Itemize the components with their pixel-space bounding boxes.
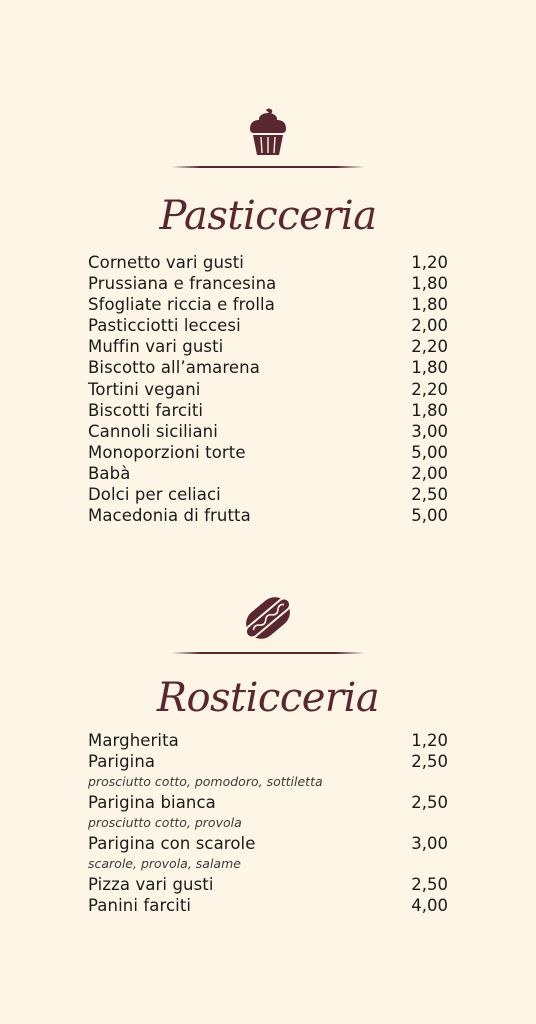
menu-item-name: Monoporzioni torte [88,442,246,462]
menu-item [88,792,448,813]
menu-item-name: Parigina bianca [88,793,216,813]
section-title: Pasticceria [159,193,377,239]
menu-item [88,252,448,273]
hot-dog-icon-wrap [0,590,536,646]
menu-item-name: Parigina [88,752,156,772]
menu-item-price: 2,50 [411,485,448,505]
cupcake-icon-wrap [0,104,536,160]
section-rosticceria [0,590,536,916]
menu-item [88,463,448,484]
menu-item-price: 1,20 [411,253,448,272]
menu-item-name: Cornetto vari gusti [88,253,244,272]
menu-item-price: 3,00 [411,421,448,441]
menu-item-price: 2,00 [411,316,448,336]
menu-item-price: 2,50 [411,793,448,813]
menu-item-price: 1,80 [411,295,448,315]
menu-item-name: Tortini vegani [88,379,201,399]
menu-item-name: Cannoli siciliani [88,421,218,441]
menu-item [88,505,448,526]
menu-item-price: 5,00 [411,442,448,462]
menu-item-name: Margherita [88,731,179,750]
hot-dog-icon [241,593,295,643]
menu-item-price: 2,50 [411,752,448,772]
menu-item-name: Pizza vari gusti [88,875,214,895]
menu-item-price: 4,00 [411,896,448,916]
menu-item-name: Pasticciotti leccesi [88,316,241,336]
menu-item-name: Panini farciti [88,896,192,916]
menu-item [88,357,448,378]
menu-item-price: 3,00 [411,834,448,854]
menu-item-name: Muffin vari gusti [88,337,224,357]
menu-item-description: scarole, provola, salame [88,856,241,872]
menu-item-name: Parigina con scarole [88,834,256,854]
section-title: Rosticceria [156,675,380,721]
menu-list [88,252,448,526]
section-pasticceria [0,104,536,526]
menu-item-price: 2,20 [411,379,448,399]
menu-item-price: 2,00 [411,463,448,483]
menu-item [88,421,448,442]
menu-item-name: Babà [88,463,131,483]
menu-item-name: Biscotti farciti [88,400,204,420]
divider [171,652,365,654]
menu-item-name: Prussiana e francesina [88,274,277,294]
menu-item [88,874,448,895]
menu-item [88,315,448,336]
menu-item-name: Biscotto all’amarena [88,358,260,378]
cupcake-icon [246,107,290,157]
menu-item [88,294,448,315]
menu-item [88,273,448,294]
menu-item-price: 2,50 [411,875,448,895]
divider [171,166,365,168]
menu-item [88,895,448,916]
menu-item-name: Dolci per celiaci [88,485,221,505]
menu-item [88,336,448,357]
menu-list [88,730,448,917]
menu-item-price: 5,00 [411,506,448,526]
menu-item-name: Sfogliate riccia e frolla [88,295,275,315]
menu-item-price: 1,80 [411,274,448,294]
menu-item-description: prosciutto cotto, provola [88,815,242,831]
menu-item-price: 2,20 [411,337,448,357]
menu-item [88,442,448,463]
menu-item [88,730,448,751]
menu-item-price: 1,80 [411,400,448,420]
menu-item-name: Macedonia di frutta [88,506,251,526]
menu-item [88,751,448,772]
menu-item [88,379,448,400]
menu-item [88,400,448,421]
menu-item-price: 1,20 [411,731,448,750]
menu-item [88,833,448,854]
menu-item [88,484,448,505]
menu-item-price: 1,80 [411,358,448,378]
menu-item-description: prosciutto cotto, pomodoro, sottiletta [88,774,323,790]
